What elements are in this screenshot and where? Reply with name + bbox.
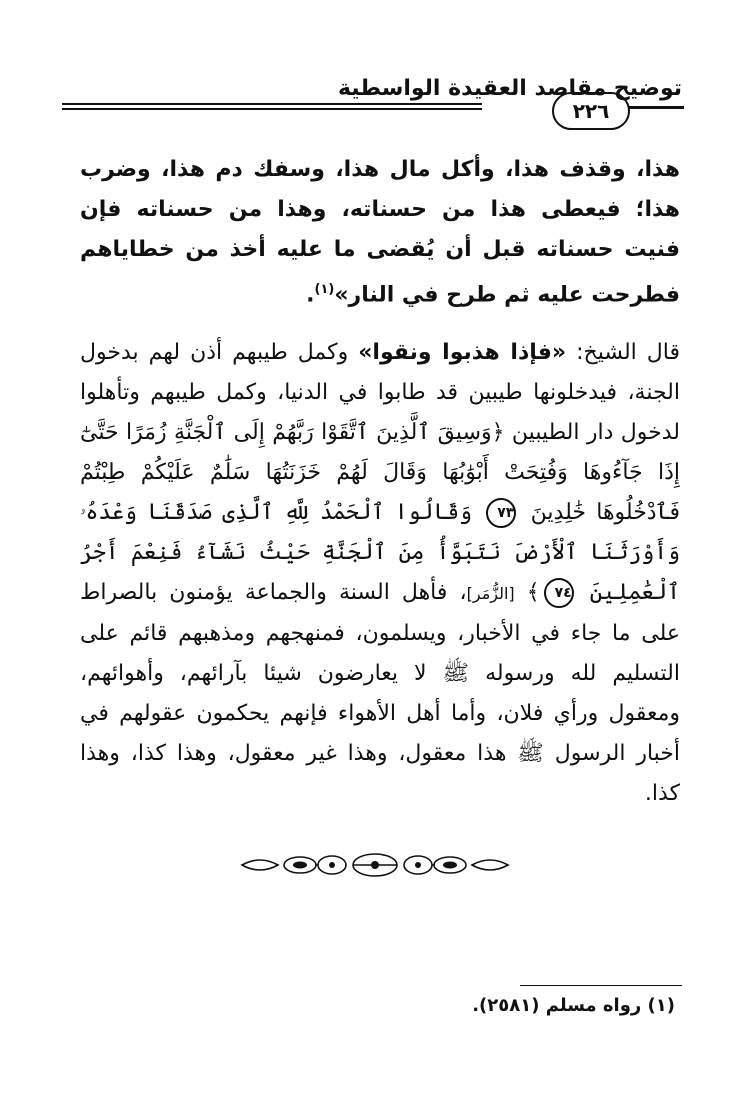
commentary-text: وكمل طيبهم أذن لهم بدخول الجنة، فيدخلونها طيبين قد طابوا في الدنيا، وكمل طيبهم وتأهلوا لدخول دار الطيبين [80,340,680,446]
main-text [80,150,680,814]
footnote: (١) رواه مسلم (٢٥٨١). [472,995,675,1016]
verse-number-73: ٧٣ [486,498,516,528]
page-number: ٢٢٦ [552,92,630,130]
quran-verse-2: وَقَالُوا ٱلْحَمْدُ لِلَّهِ ٱلَّذِى صَدَقَنَا وَعْدَهُۥ وَأَوْرَثَنَا ٱلْأَرْضَ نَتَبَوَّأُ مِنَ ٱلْجَنَّةِ حَيْثُ نَشَآءُ فَنِعْمَ أَجْرُ ٱلْعَٰمِلِينَ [80,500,680,606]
hadith-text: هذا، وقذف هذا، وأكل مال هذا، وسفك دم هذا، وضرب هذا؛ فيعطى هذا من حسناته، وهذا من حسناته فإن فنيت حسناته قبل أن يُقضى ما عليه أخذ من خطاياهم فطرحت عليه ثم طرح في النار» [80,157,680,308]
commentary-intro: قال الشيخ: [566,340,680,366]
page-header [62,72,682,128]
verse-number-74: ٧٤ [544,578,574,608]
hadith-paragraph [80,150,680,315]
quoted-phrase: «فإذا هذبوا ونقوا» [358,340,567,366]
surah-reference: [الزُّمَر] [466,584,515,604]
commentary-continuation: ، فأهل السنة والجماعة يؤمنون بالصراط على ما جاء في الأخبار، ويسلمون، فمنهجهم ومذهبهم قائم على التسليم لله ورسوله ﷺ لا يعارضون شيئا بآرائهم، وأهوائهم، ومعقول ورأي فلان، وأما أهل الأهواء فإنهم يحكمون عقولهم في أخبار الرسول ﷺ هذا معقول، وهذا غير معقول، وهذا كذا، وهذا كذا. [80,580,680,807]
commentary-paragraph [80,333,680,814]
hadith-end: . [306,282,315,308]
header-dash [628,106,684,109]
running-title: توضيح مقاصد العقيدة الواسطية [337,76,682,101]
header-rule-double [62,108,482,110]
header-rule [62,103,482,105]
ornament-divider [240,850,510,880]
ayah-close-bracket: ﴾ [526,580,540,606]
quran-verse-1: ﴿وَسِيقَ ٱلَّذِينَ ٱتَّقَوْا رَبَّهُمْ إِلَى ٱلْجَنَّةِ زُمَرًا حَتَّىٰٓ إِذَا جَآءُوهَا وَفُتِحَتْ أَبْوَٰبُهَا وَقَالَ لَهُمْ خَزَنَتُهَا سَلَٰمٌ عَلَيْكُمْ طِبْتُمْ فَٱدْخُلُوهَا خَٰلِدِينَ [80,420,681,526]
footnote-separator [520,985,682,986]
footnote-marker: (١) [314,282,335,297]
